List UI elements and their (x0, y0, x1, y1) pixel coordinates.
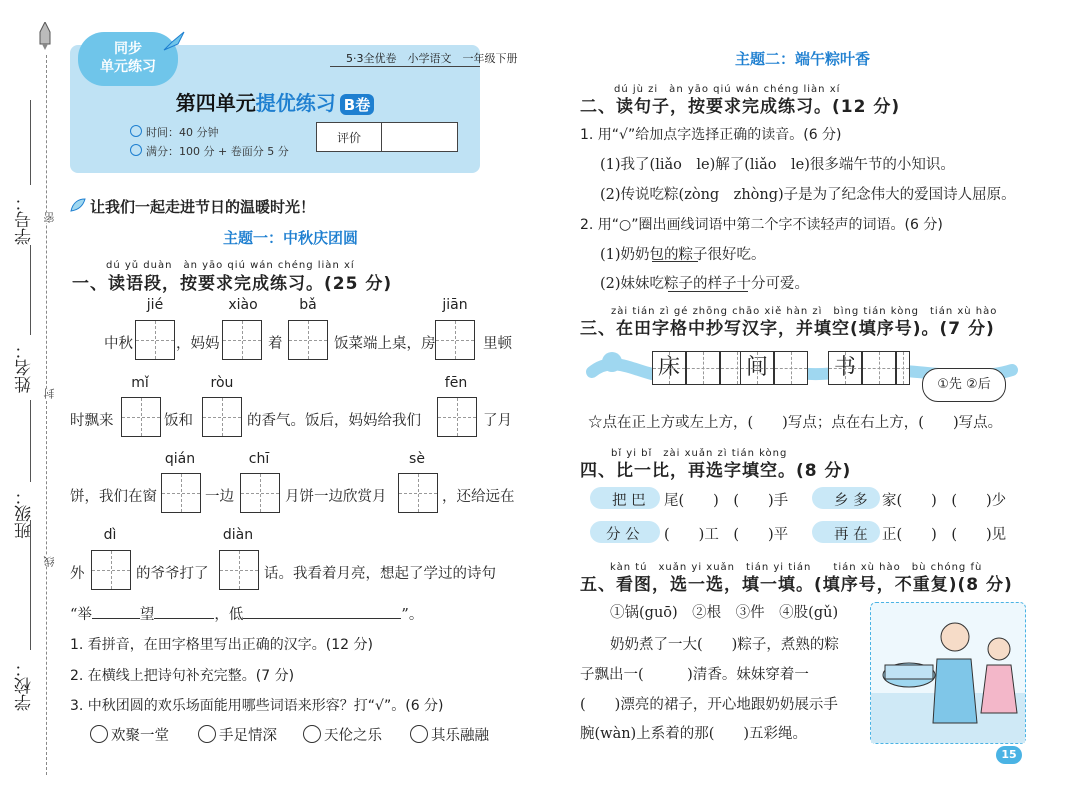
tianzi-box-mi[interactable] (121, 397, 161, 437)
sec2-s1: (1)我了(liǎo le)解了(liǎo le)很多端午节的小知识。 (600, 157, 955, 173)
sync-unit-tag: 同步 单元练习 (78, 32, 178, 86)
sec1-title: 一、读语段，按要求完成练习。(25 分) (72, 274, 393, 294)
text-l1-a: 中秋 (104, 336, 133, 352)
text-l4-c: 话。我看着月亮，想起了学过的诗句 (264, 566, 496, 582)
tianzi-box-di[interactable] (91, 550, 131, 590)
sec3-options-bubble: ①先 ②后 (922, 368, 1006, 402)
tianzi-box-chi[interactable] (240, 473, 280, 513)
circle-checkbox (303, 725, 321, 743)
sec3-pinyin: zài tián zì gé zhōng chāo xiě hàn zì bìng tián kòng tián xù hào (611, 306, 998, 317)
clock-icon (130, 125, 142, 137)
tianzi-box-jie[interactable] (135, 320, 175, 360)
sec3-sentence: ☆点在正上方或左上方，( )写点；点在右上方，( )写点。 (588, 415, 1003, 431)
tianzi-box-fen[interactable] (437, 397, 477, 437)
sec5-title: 五、看图，选一选，填一填。(填序号，不重复)(8 分) (580, 575, 1013, 595)
pinyin-mi: mǐ (131, 375, 149, 391)
text-l3-d: ，还给远在 (442, 489, 515, 505)
sec1-q2: 2. 在横线上把诗句补充完整。(7 分) (70, 668, 295, 684)
theme2-title: 主题二：端午粽叶香 (735, 50, 871, 68)
sec4-pair1b: 乡 多 (834, 493, 868, 509)
text-l1-e: 里顿 (483, 336, 512, 352)
pinyin-dian: diàn (222, 527, 254, 543)
pinyin-qian: qián (164, 451, 196, 467)
pinyin-jie: jié (146, 297, 164, 313)
text-l3-b: 一边 (205, 489, 234, 505)
option-qileronrong[interactable]: 其乐融融 (410, 724, 489, 745)
text-l2-b: 饭和 (164, 413, 193, 429)
underline-yangzi (668, 291, 748, 292)
text-l1-b: ，妈妈 (176, 336, 220, 352)
option-tianlunzhile[interactable]: 天伦之乐 (303, 724, 382, 745)
field-student-id-line (30, 100, 31, 185)
poem-blank-2[interactable] (154, 618, 214, 619)
pinyin-chi: chī (248, 451, 270, 467)
page-title: 第四单元提优练习 B卷 (70, 87, 480, 116)
seal-mark-feng: 封 (43, 388, 56, 399)
sec5-line2: 子飘出一( )清香。妹妹穿着一 (580, 667, 809, 683)
intro-text: 让我们一起走进节日的温暖时光！ (90, 198, 316, 216)
tianzi-box-jian[interactable] (435, 320, 475, 360)
check-icon (130, 144, 142, 156)
tianzi-box-qian[interactable] (161, 473, 201, 513)
copy-char-model-1: 床 (652, 351, 686, 385)
evaluation-box (316, 122, 458, 152)
pinyin-di: dì (103, 527, 117, 543)
poem-blank-1[interactable] (92, 618, 140, 619)
text-l3-a: 饼，我们在窗 (70, 489, 157, 505)
sec5-options: ①锅(guō) ②根 ③件 ④股(gǔ) (610, 605, 839, 621)
sec5-line1: 奶奶煮了一大( )粽子，煮熟的粽 (610, 637, 839, 653)
pinyin-jian: jiān (442, 297, 468, 313)
page-number: 15 (996, 746, 1022, 764)
sec4-row2b: 正( ) ( )见 (882, 527, 1007, 543)
pinyin-xiao: xiào (228, 297, 258, 313)
leaf-icon (70, 197, 86, 216)
text-l4-a: 外 (70, 566, 85, 582)
pinyin-ba: bǎ (299, 297, 317, 313)
circle-checkbox (410, 725, 428, 743)
b-volume-badge: B卷 (340, 94, 374, 115)
time-info: 时间：40 分钟 (130, 124, 219, 140)
sec1-pinyin: dú yǔ duàn àn yāo qiú wán chéng liàn xí (106, 260, 355, 271)
circle-checkbox (90, 725, 108, 743)
text-l2-c: 的香气。饭后，妈妈给我们 (247, 413, 421, 429)
kitchen-illustration (870, 602, 1026, 744)
text-l2-a: 时飘来 (70, 413, 114, 429)
tianzi-box-rou[interactable] (202, 397, 242, 437)
sec4-row1a: 尾( ) ( )手 (664, 493, 789, 509)
rocket-decoration-icon (162, 30, 188, 56)
sec2-s4: (2)妹妹吃粽子的样子十分可爱。 (600, 276, 810, 292)
text-l2-d: 了月 (483, 413, 512, 429)
poem-blank-3[interactable] (243, 618, 401, 619)
option-huanjuyitang[interactable]: 欢聚一堂 (90, 724, 169, 745)
sec2-s2: (2)传说吃粽(zòng zhòng)子是为了纪念伟大的爱国诗人屈原。 (600, 187, 1016, 203)
underline-zongzi (652, 261, 698, 262)
label-school: 学校： (15, 660, 35, 711)
rocket-icon (38, 22, 52, 50)
copy-box-2a[interactable] (774, 351, 808, 385)
field-school-line (30, 520, 31, 650)
text-l1-d: 饭菜端上桌，房 (334, 336, 436, 352)
sec5-line3: ( )漂亮的裙子，开心地跟奶奶展示手 (580, 697, 838, 713)
pinyin-rou: ròu (210, 375, 234, 391)
series-underline (330, 66, 480, 67)
sec2-pinyin: dú jù zi àn yāo qiú wán chéng liàn xí (614, 84, 841, 95)
theme1-title: 主题一：中秋庆团圆 (223, 229, 359, 247)
sec2-q2: 2. 用“○”圈出画线词语中第二个字不读轻声的词语。(6 分) (580, 217, 943, 233)
series-label: 5·3全优卷 小学语文 一年级下册 (346, 52, 518, 65)
copy-box-3a[interactable] (862, 351, 896, 385)
sec4-pair2b: 再 在 (834, 527, 868, 543)
evaluation-label: 评价 (317, 123, 382, 151)
copy-box-1a[interactable] (686, 351, 720, 385)
sec4-pinyin: bǐ yi bǐ zài xuǎn zì tián kòng (611, 448, 788, 459)
option-shouzuqingshen[interactable]: 手足情深 (198, 724, 277, 745)
text-l1-c: 着 (268, 336, 283, 352)
field-class-line (30, 400, 31, 482)
poem-line: “举 望 ，低 ”。 (70, 607, 424, 623)
sec2-title: 二、读句子，按要求完成练习。(12 分) (580, 97, 901, 117)
circle-checkbox (198, 725, 216, 743)
score-info: 满分：100 分 + 卷面分 5 分 (130, 143, 289, 159)
sec4-pair2a: 分 公 (606, 527, 640, 543)
pinyin-fen: fēn (444, 375, 468, 391)
sec4-pair1a: 把 巴 (612, 493, 646, 509)
sec2-q1: 1. 用“√”给加点字选择正确的读音。(6 分) (580, 127, 842, 143)
sec4-row2a: ( )工 ( )平 (664, 527, 789, 543)
sec4-title: 四、比一比，再选字填空。(8 分) (580, 461, 852, 481)
sec5-line4: 腕(wàn)上系着的那( )五彩绳。 (580, 726, 808, 742)
seal-mark-mi: 密 (43, 212, 56, 223)
sec5-pinyin: kàn tú xuǎn yi xuǎn tián yi tián tián xù hào bù chóng fù (610, 562, 983, 573)
text-l4-b: 的爷爷打了 (136, 566, 209, 582)
tianzi-box-dian[interactable] (219, 550, 259, 590)
text-l3-c: 月饼一边欣赏月 (285, 489, 387, 505)
copy-char-model-2: 间 (740, 351, 774, 385)
pinyin-se: sè (409, 451, 425, 467)
copy-box-3b[interactable] (896, 351, 910, 385)
binding-dashed-line (46, 55, 47, 775)
sec1-q1: 1. 看拼音，在田字格里写出正确的汉字。(12 分) (70, 637, 373, 653)
tianzi-box-ba[interactable] (288, 320, 328, 360)
field-name-line (30, 245, 31, 335)
label-name: 姓名： (15, 342, 35, 393)
sec1-q3: 3. 中秋团圆的欢乐场面能用哪些词语来形容？打“√”。(6 分) (70, 698, 444, 714)
sec3-title: 三、在田字格中抄写汉字，并填空(填序号)。(7 分) (580, 319, 995, 339)
tianzi-box-xiao[interactable] (222, 320, 262, 360)
label-student-id: 学号： (15, 194, 35, 245)
sec2-s3: (1)奶奶包的粽子很好吃。 (600, 247, 766, 263)
sec4-row1b: 家( ) ( )少 (882, 493, 1007, 509)
seal-mark-xian: 线 (43, 556, 56, 567)
label-class: 班级： (15, 488, 35, 539)
copy-char-model-3: 书 (828, 351, 862, 385)
tianzi-box-se[interactable] (398, 473, 438, 513)
